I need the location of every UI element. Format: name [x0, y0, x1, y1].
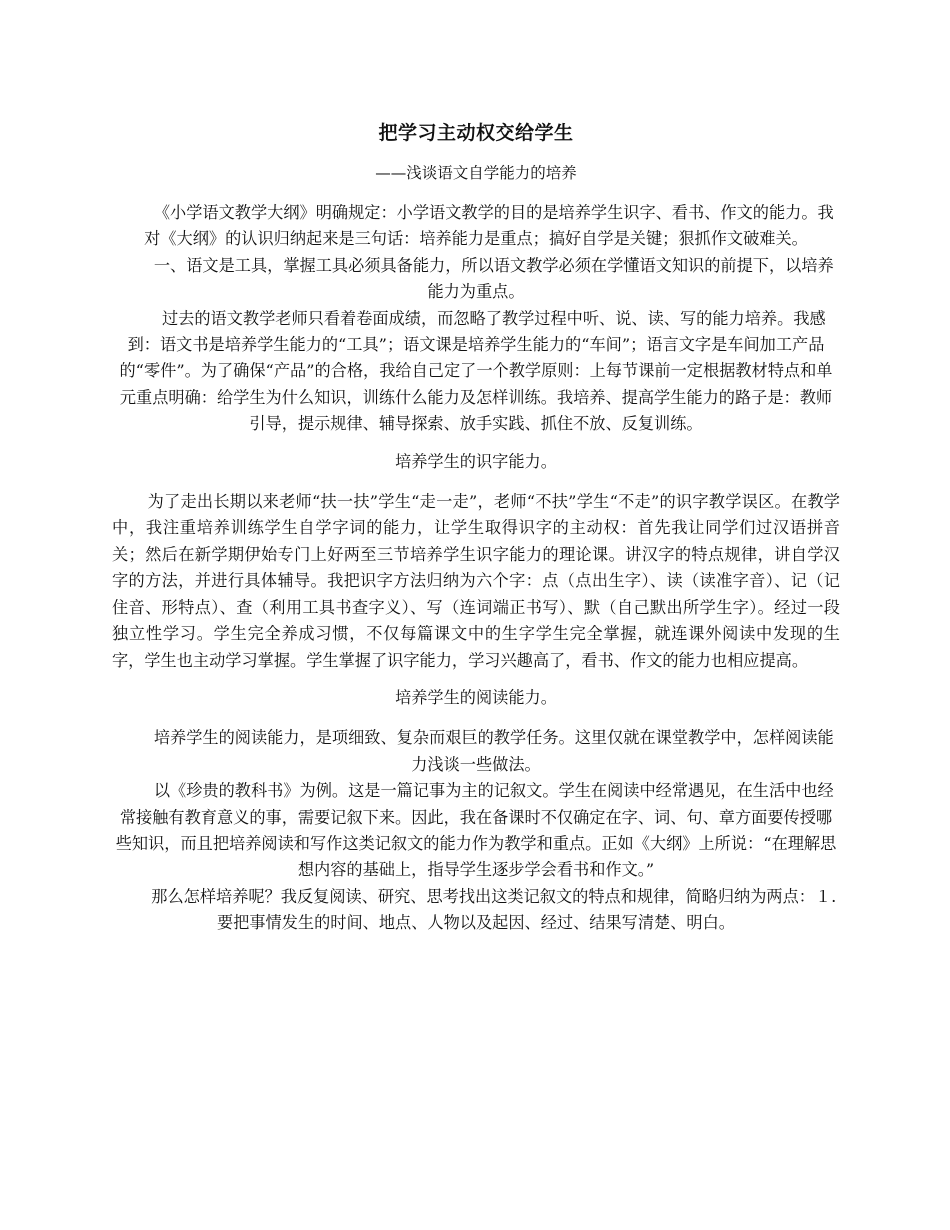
document-title: 把学习主动权交给学生 — [378, 122, 574, 144]
section-heading-literacy: 培养学生的识字能力。 — [395, 451, 557, 471]
point-one-paragraph: 一、语文是工具，掌握工具必须具备能力，所以语文教学必须在学懂语文知识的前提下，以培养能力为重点。 — [153, 255, 834, 302]
document-subtitle: ——浅谈语文自学能力的培养 — [375, 164, 577, 182]
literacy-paragraph: 为了走出长期以来老师“扶一扶”学生“走一走”，老师“不扶”学生“不走”的识字教学误区。在教学中，我注重培养训练学生自学字词的能力，让学生取得识字的主动权：首先我让同学们过汉语拼音关；然后在新学期伊始专门上好两至三节培养学生识字能力的理论课。讲汉字的特点规律，讲自学汉字的方法，并进行具体辅导。我把识字方法归纳为六个字：点（点出生字）、读（读准字音）、记（记住音、形特点）、查（利用工具书查字义）、写（连词端正书写）、默（自己默出所学生字）。经过一段独立性学习。学生完全养成习惯，不仅每篇课文中的生字学生完全掌握，就连课外阅读中发现的生字，学生也主动学习掌握。学生掌握了识字能力，学习兴趣高了，看书、作文的能力也相应提高。 — [112, 492, 840, 670]
reading-method-paragraph: 那么怎样培养呢？我反复阅读、研究、思考找出这类记叙文的特点和规律，简略归纳为两点：１.要把事情发生的时间、地点、人物以及起因、经过、结果写清楚、明白。 — [151, 886, 837, 933]
past-teaching-paragraph: 过去的语文教学老师只看着卷面成绩，而忽略了教学过程中听、说、读、写的能力培养。我感到：语文书是培养学生能力的“工具”；语文课是培养学生能力的“车间”；语言文字是车间加工产品的“零件”。为了确保“产品”的合格，我给自己定了一个教学原则：上每节课前一定根据教材特点和单元重点明确：给学生为什么知识，训练什么能力及怎样训练。我培养、提高学生能力的路子是：教师引导，提示规律、辅导探索、放手实践、抓住不放、反复训练。 — [119, 308, 833, 434]
intro-paragraph: 《小学语文教学大纲》明确规定：小学语文教学的目的是培养学生识字、看书、作文的能力。我对《大纲》的认识归纳起来是三句话：培养能力是重点；搞好自学是关键；狠抓作文破难关。 — [144, 203, 834, 249]
document-page — [112, 118, 840, 937]
reading-intro-paragraph: 培养学生的阅读能力，是项细致、复杂而艰巨的教学任务。这里仅就在课堂教学中，怎样阅读能力浅谈一些做法。 — [153, 728, 834, 774]
section-heading-reading: 培养学生的阅读能力。 — [395, 687, 557, 707]
reading-example-paragraph: 以《珍贵的教科书》为例。这是一篇记事为主的记叙文。学生在阅读中经常遇见，在生活中也经常接触有教育意义的事，需要记叙下来。因此，我在备课时不仅确定在字、词、句、章方面要传授哪些知识，而且把培养阅读和写作这类记叙文的能力作为教学和重点。正如《大纲》上所说：“在理解思想内容的基础上，指导学生逐步学会看书和作文。” — [115, 781, 837, 880]
